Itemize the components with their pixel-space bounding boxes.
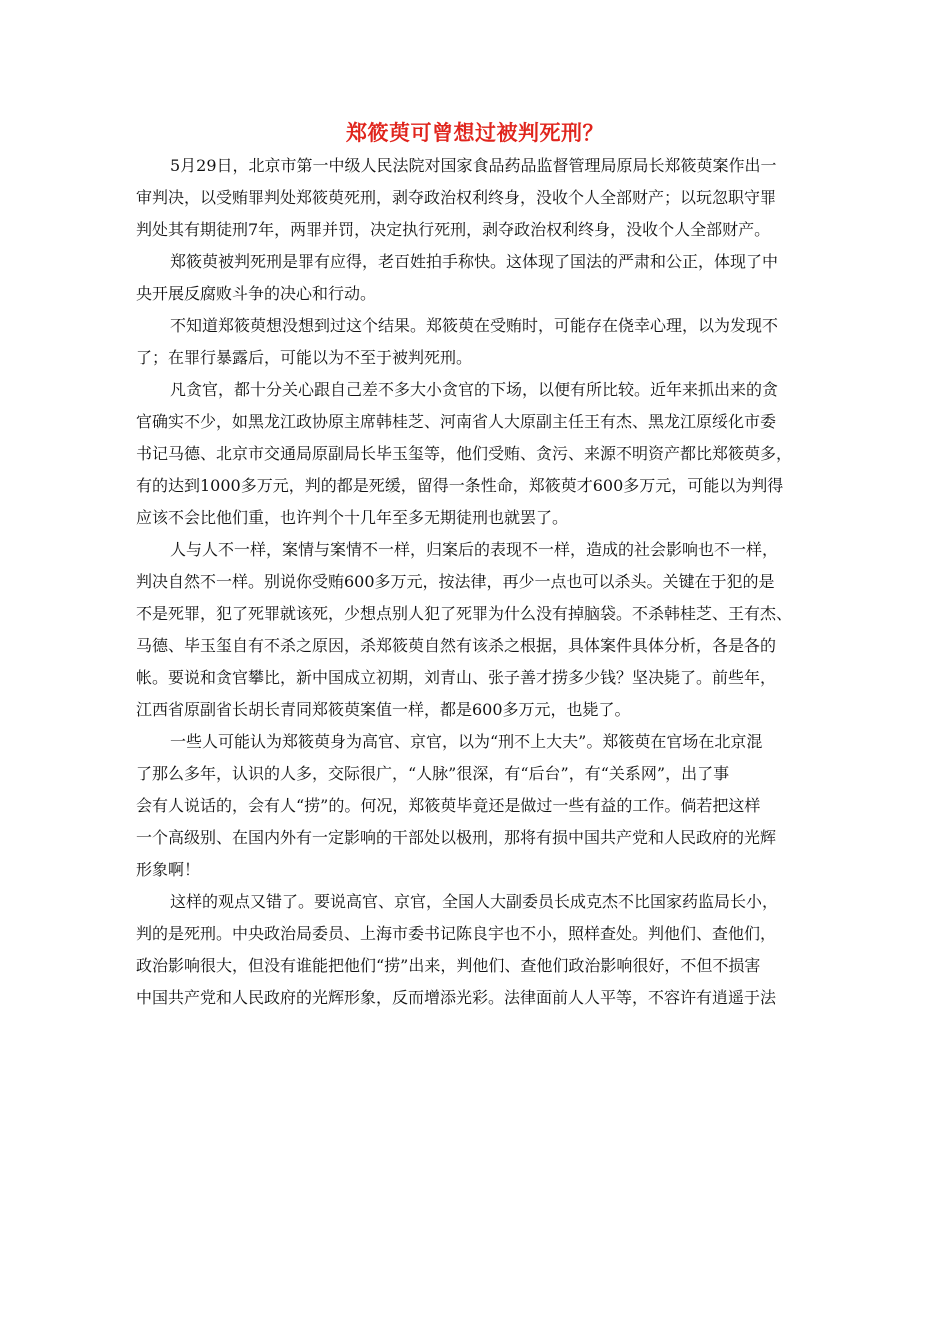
paragraph-line: 了；在罪行暴露后，可能以为不至于被判死刑。 [136, 348, 473, 367]
paragraph-line: 郑筱萸被判死刑是罪有应得，老百姓拍手称快。这体现了国法的严肃和公正，体现了中 [170, 252, 779, 271]
paragraph-line: 判的是死刑。中央政治局委员、上海市委书记陈良宇也不小，照样查处。判他们、查他们， [136, 924, 777, 943]
paragraph-line: 帐。要说和贪官攀比，新中国成立初期，刘青山、张子善才捞多少钱？坚决毙了。前些年， [136, 668, 777, 687]
document-title: 郑筱萸可曾想过被判死刑？ [346, 120, 604, 145]
paragraph-line: 一些人可能认为郑筱萸身为高官、京官，以为“刑不上大夫”。郑筱萸在官场在北京混 [170, 732, 763, 751]
paragraph-line: 政治影响很大，但没有谁能把他们“捞”出来，判他们、查他们政治影响很好，不但不损害 [136, 956, 761, 975]
paragraph-line: 有的达到1000多万元，判的都是死缓，留得一条性命，郑筱萸才600多万元，可能以为判得 [136, 476, 784, 495]
paragraph-line: 这样的观点又错了。要说高官、京官，全国人大副委员长成克杰不比国家药监局长小， [170, 892, 779, 911]
paragraph [136, 150, 816, 246]
paragraph-line: 马德、毕玉玺自有不杀之原因，杀郑筱萸自然有该杀之根据，具体案件具体分析，各是各的 [136, 636, 777, 655]
paragraph [136, 246, 816, 310]
paragraph-line: 一个高级别、在国内外有一定影响的干部处以极刑，那将有损中国共产党和人民政府的光辉 [136, 828, 777, 847]
paragraph-line: 判决自然不一样。别说你受贿600多万元，按法律，再少一点也可以杀头。关键在于犯的是 [136, 572, 775, 591]
paragraph [136, 374, 816, 534]
paragraph [136, 726, 816, 886]
paragraph-line: 凡贪官，都十分关心跟自己差不多大小贪官的下场，以便有所比较。近年来抓出来的贪 [170, 380, 779, 399]
paragraph-line: 审判决，以受贿罪判处郑筱萸死刑，剥夺政治权利终身，没收个人全部财产；以玩忽职守罪 [136, 188, 777, 207]
paragraph-line: 官确实不少，如黑龙江政协原主席韩桂芝、河南省人大原副主任王有杰、黑龙江原绥化市委 [136, 412, 777, 431]
paragraph-line: 央开展反腐败斗争的决心和行动。 [136, 284, 377, 303]
paragraph [136, 886, 816, 1014]
paragraph-line: 书记马德、北京市交通局原副局长毕玉玺等，他们受贿、贪污、来源不明资产都比郑筱萸多， [136, 444, 793, 463]
paragraph-line: 形象啊！ [136, 860, 201, 879]
paragraph [136, 310, 816, 374]
paragraph [136, 534, 816, 726]
document-body [136, 150, 816, 1014]
paragraph-line: 中国共产党和人民政府的光辉形象，反而增添光彩。法律面前人人平等，不容许有逍遥于法 [136, 988, 777, 1007]
paragraph-line: 江西省原副省长胡长青同郑筱萸案值一样，都是600多万元，也毙了。 [136, 700, 631, 719]
paragraph-line: 会有人说话的，会有人“捞”的。何况，郑筱萸毕竟还是做过一些有益的工作。倘若把这样 [136, 796, 761, 815]
paragraph-line: 不是死罪，犯了死罪就该死，少想点别人犯了死罪为什么没有掉脑袋。不杀韩桂芝、王有杰、 [136, 604, 793, 623]
paragraph-line: 了那么多年，认识的人多，交际很广，“人脉”很深，有“后台”，有“关系网”，出了事 [136, 764, 730, 783]
paragraph-line: 人与人不一样，案情与案情不一样，归案后的表现不一样，造成的社会影响也不一样， [170, 540, 779, 559]
paragraph-line: 判处其有期徒刑7年，两罪并罚，决定执行死刑，剥夺政治权利终身，没收个人全部财产。 [136, 220, 771, 239]
paragraph-line: 应该不会比他们重，也许判个十几年至多无期徒刑也就罢了。 [136, 508, 569, 527]
paragraph-line: 不知道郑筱萸想没想到过这个结果。郑筱萸在受贿时，可能存在侥幸心理，以为发现不 [170, 316, 779, 335]
paragraph-line: 5月29日，北京市第一中级人民法院对国家食品药品监督管理局原局长郑筱萸案作出一 [170, 156, 777, 175]
